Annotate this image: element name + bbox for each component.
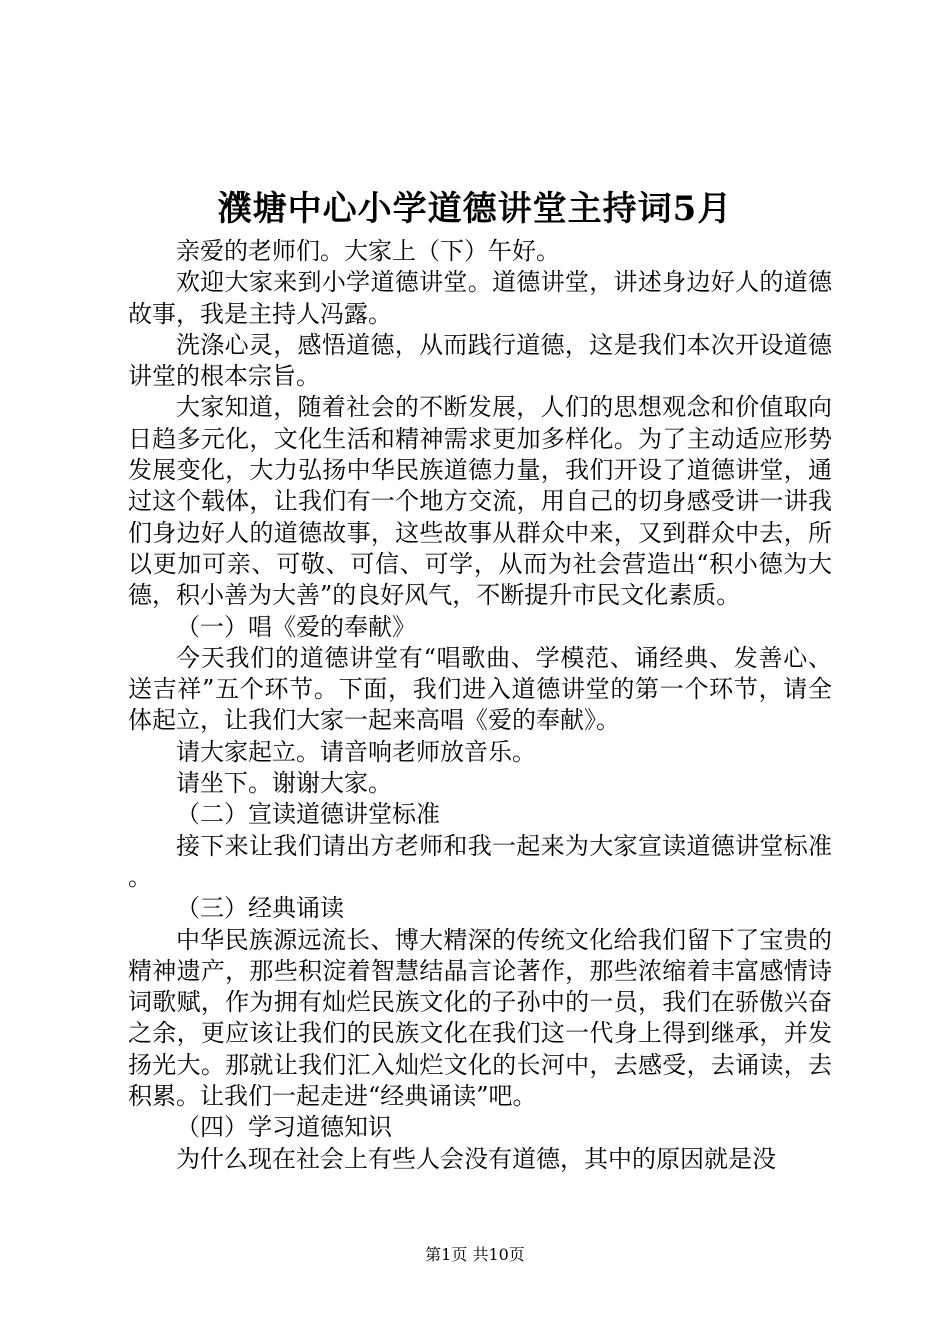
paragraph-background: 大家知道，随着社会的不断发展，人们的思想观念和价值取向日趋多元化，文化生活和精神需求更加多样化。为了主动适应形势发展变化，大力弘扬中华民族道德力量，我们开设了道德讲堂，通过这个载体，让我们有一个地方交流，用自己的切身感受讲一讲我们身边好人的道德故事，这些故事从群众中来，又到群众中去，所以更加可亲、可敬、可信、可学，从而为社会营造出“积小德为大德，积小善为大善”的良好风气，不断提升市民文化素质。 <box>128 393 832 610</box>
paragraph-moral-knowledge: 为什么现在社会上有些人会没有道德，其中的原因就是没 <box>176 1144 776 1173</box>
paragraph-purpose: 洗涤心灵，感悟道德，从而践行道德，这是我们本次开设道德讲堂的根本宗旨。 <box>128 330 832 391</box>
page-footer: 第1页 共10页 <box>425 1245 525 1264</box>
section-heading-2: （二）宣读道德讲堂标准 <box>176 800 440 829</box>
paragraph-classics: 中华民族源远流长、博大精深的传统文化给我们留下了宝贵的精神遗产，那些积淀着智慧结晶言论著作，那些浓缩着丰富感情诗词歌赋，作为拥有灿烂民族文化的子孙中的一员，我们在骄傲兴奋之余，更应该让我们的民族文化在我们这一代身上得到继承，并发扬光大。那就让我们汇入灿烂文化的长河中，去感受，去诵读，去积累。让我们一起走进“经典诵读”吧。 <box>128 925 832 1111</box>
document-body <box>128 236 832 1175</box>
paragraph-stand-up: 请大家起立。请音响老师放音乐。 <box>176 737 536 766</box>
section-heading-4: （四）学习道德知识 <box>176 1113 392 1142</box>
section-heading-3: （三）经典诵读 <box>176 894 344 923</box>
paragraph-session-intro: 今天我们的道德讲堂有“唱歌曲、学模范、诵经典、发善心、送吉祥”五个环节。下面，我们进入道德讲堂的第一个环节，请全体起立，让我们大家一起来高唱《爱的奉献》。 <box>128 643 832 735</box>
section-heading-1: （一）唱《爱的奉献》 <box>176 612 416 641</box>
document-title: 濮塘中心小学道德讲堂主持词5月 <box>217 189 733 229</box>
paragraph-greeting: 亲爱的老师们。大家上（下）午好。 <box>176 237 560 265</box>
paragraph-read-standard: 接下来让我们请出方老师和我一起来为大家宣读道德讲堂标准。 <box>128 831 832 891</box>
paragraph-welcome: 欢迎大家来到小学道德讲堂。道德讲堂，讲述身边好人的道德故事，我是主持人冯露。 <box>128 268 832 328</box>
paragraph-sit-down: 请坐下。谢谢大家。 <box>176 769 392 798</box>
